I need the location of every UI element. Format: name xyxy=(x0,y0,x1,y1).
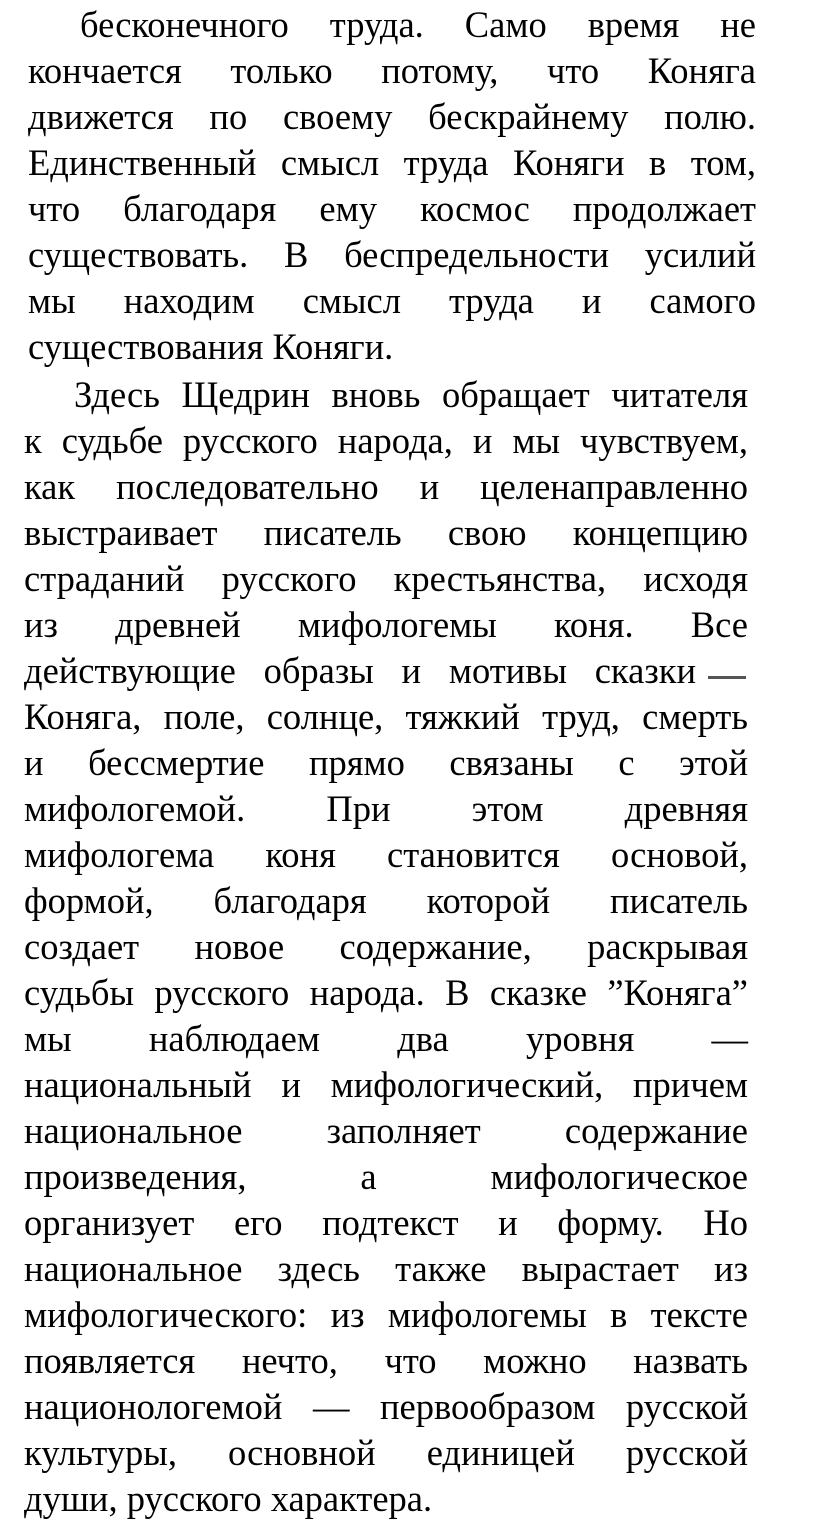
paragraph-line: и бессмертие прямо связаны с этой xyxy=(24,742,748,783)
paragraph-line: мифологема коня становится основой, xyxy=(24,834,748,875)
paragraph-line: выстраивает писатель свою концепцию xyxy=(24,512,748,553)
paragraph-line: мифологического: из мифологемы в тексте xyxy=(24,1294,748,1335)
paragraph-line: Здесь Щедрин вновь обращает читателя xyxy=(74,374,748,415)
paragraph-line: движется по своему бескрайнему полю. xyxy=(28,96,756,137)
paragraph-line: мы наблюдаем два уровня — xyxy=(24,1018,748,1059)
paragraph-line: кончается только потому, что Коняга xyxy=(28,50,756,91)
paragraph-line: существовать. В беспредельности усилий xyxy=(28,234,756,275)
paragraph-line: произведения, а мифологическое xyxy=(24,1156,748,1197)
paragraph-line: Коняга, поле, солнце, тяжкий труд, смерть xyxy=(24,696,748,737)
paragraph-line: действующие образы и мотивы сказки xyxy=(24,650,696,691)
paragraph-line: из древней мифологемы коня. Все xyxy=(24,604,748,645)
paragraph-line: как последовательно и целенаправленно xyxy=(24,466,748,507)
em-dash-mark xyxy=(708,676,746,679)
paragraph-line: культуры, основной единицей русской xyxy=(24,1432,748,1473)
paragraph-line: души, русского характера. xyxy=(24,1478,433,1519)
paragraph-line: существования Коняги. xyxy=(28,326,394,367)
paragraph-line: организует его подтекст и форму. Но xyxy=(24,1202,748,1243)
paragraph-line: формой, благодаря которой писатель xyxy=(24,880,748,921)
paragraph-line: судьбы русского народа. В сказке ”Коняга” xyxy=(24,972,748,1013)
paragraph-line: национальный и мифологический, причем xyxy=(24,1064,748,1105)
paragraph-line: национологемой — первообразом русской xyxy=(24,1386,748,1427)
paragraph-line: что благодаря ему космос продолжает xyxy=(28,188,756,229)
paragraph-line: появляется нечто, что можно назвать xyxy=(24,1340,748,1381)
paragraph-line: страданий русского крестьянства, исходя xyxy=(24,558,748,599)
paragraph-line: бесконечного труда. Само время не xyxy=(80,4,756,45)
paragraph-line: Единственный смысл труда Коняги в том, xyxy=(28,142,756,183)
paragraph-line: к судьбе русского народа, и мы чувствуем, xyxy=(24,420,748,461)
paragraph-line: национальное заполняет содержание xyxy=(24,1110,748,1151)
paragraph-line: создает новое содержание, раскрывая xyxy=(24,926,748,967)
paragraph-line: национальное здесь также вырастает из xyxy=(24,1248,748,1289)
paragraph-line: мифологемой. При этом древняя xyxy=(24,788,748,829)
paragraph-line: мы находим смысл труда и самого xyxy=(28,280,756,321)
